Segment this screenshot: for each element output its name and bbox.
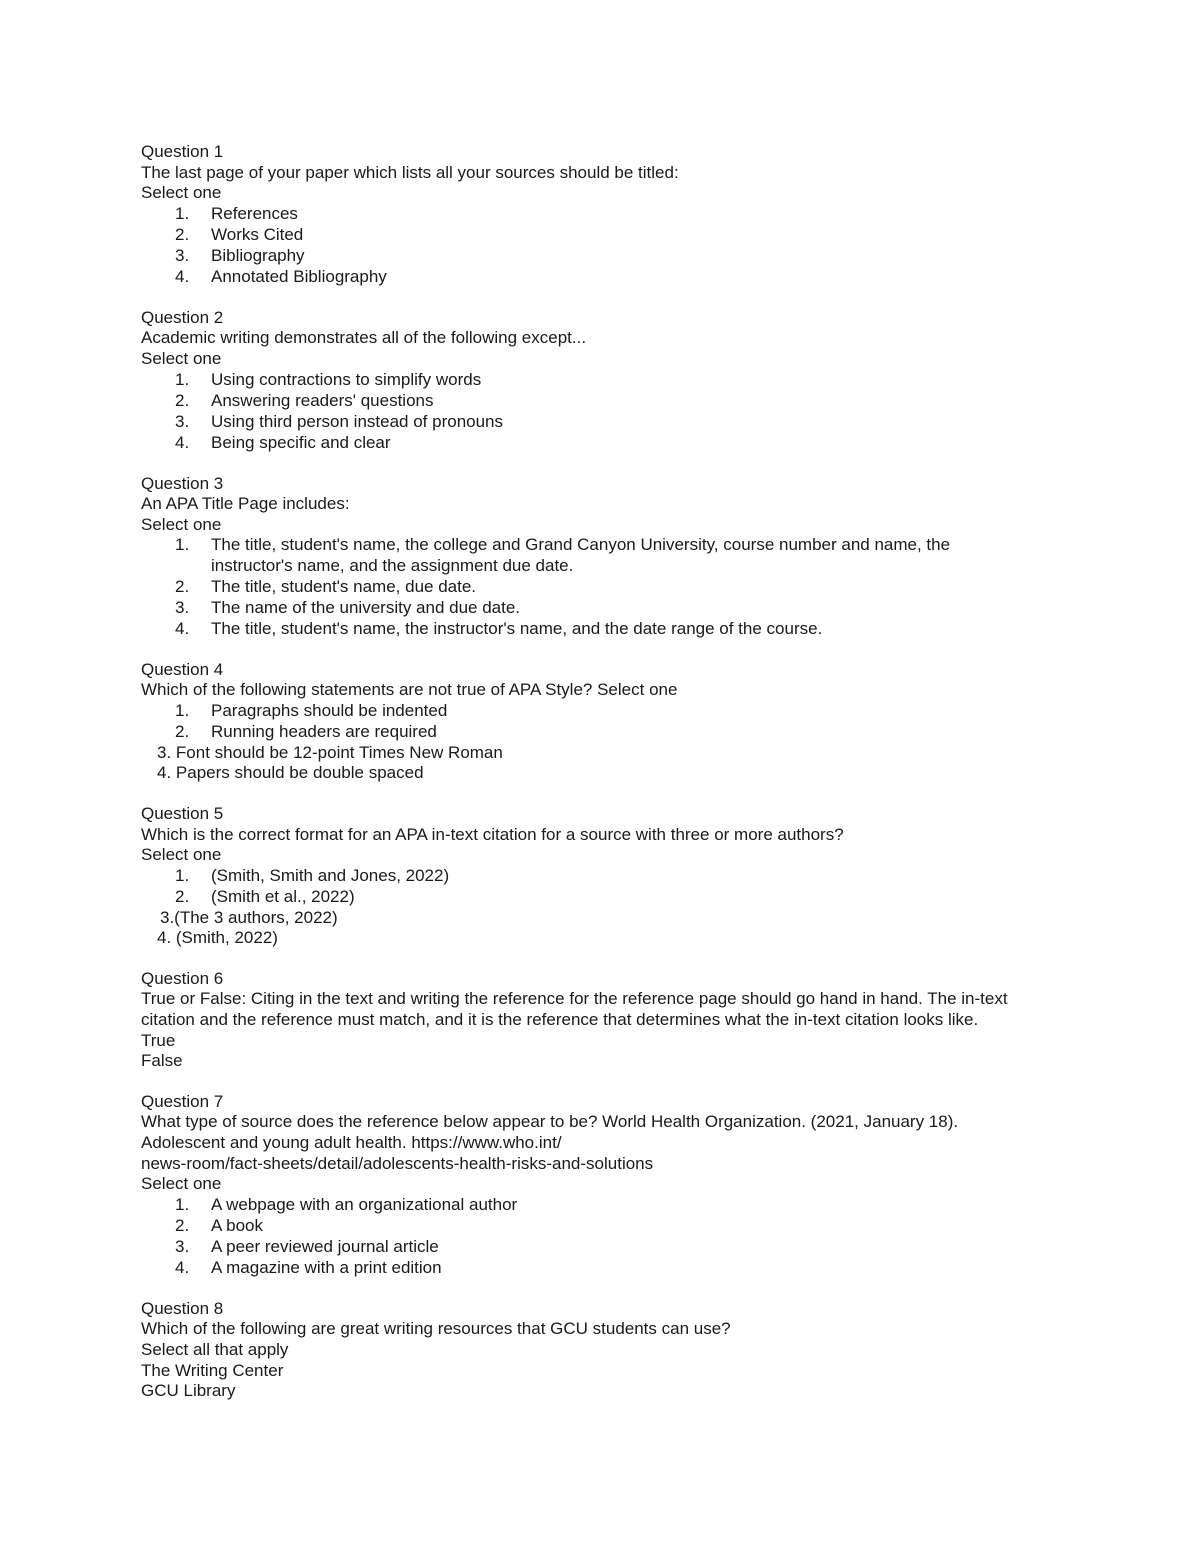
- option-text: Using contractions to simplify words: [211, 369, 482, 389]
- option-text: The title, student's name, due date.: [211, 576, 477, 596]
- option-text: Works Cited: [211, 224, 304, 244]
- option-item: [141, 619, 1061, 640]
- question-title: Question 4: [141, 659, 224, 679]
- option-item: [141, 722, 1061, 743]
- option-number: 4.: [175, 432, 190, 452]
- document-page: [141, 142, 1061, 1422]
- option-item: [141, 577, 1061, 598]
- question-prompt: Which is the correct format for an APA in-text citation for a source with three or more authors?: [141, 824, 844, 844]
- option-number: 4.: [175, 618, 190, 638]
- option-text: Bibliography: [211, 245, 305, 265]
- option-number: 1.: [175, 700, 190, 720]
- option-text: (Smith, Smith and Jones, 2022): [211, 865, 450, 885]
- question-title: Question 8: [141, 1298, 224, 1318]
- question-1: [141, 142, 1061, 288]
- question-title: Question 3: [141, 473, 224, 493]
- option-text: Being specific and clear: [211, 432, 391, 452]
- option-number: 2.: [175, 224, 190, 244]
- question-instruction: Select one: [141, 514, 222, 534]
- option-text: The name of the university and due date.: [211, 597, 521, 617]
- option-text: Answering readers' questions: [211, 390, 434, 410]
- option-item: [141, 701, 1061, 722]
- question-7: [141, 1092, 1061, 1279]
- question-title: Question 5: [141, 803, 224, 823]
- option-text: Paragraphs should be indented: [211, 700, 448, 720]
- option-number: 3.: [175, 597, 190, 617]
- option-item-plain: 4. Papers should be double spaced: [157, 763, 424, 783]
- option-item-plain: 3.(The 3 authors, 2022): [160, 907, 338, 927]
- option-text: Annotated Bibliography: [211, 266, 387, 286]
- option-item: [141, 598, 1061, 619]
- option-number: 1.: [175, 1194, 190, 1214]
- option-item: [141, 887, 1061, 908]
- option-item: [141, 246, 1061, 267]
- option-text: The title, student's name, the instructor's name, and the date range of the course.: [211, 618, 823, 638]
- question-8: [141, 1299, 1061, 1402]
- option-number: 2.: [175, 886, 190, 906]
- option-number: 1.: [175, 535, 190, 555]
- option-text: (Smith et al., 2022): [211, 886, 355, 906]
- question-instruction: Select all that apply: [141, 1340, 289, 1359]
- option-number: 2.: [175, 1215, 190, 1235]
- answer-choice: True: [141, 1030, 176, 1050]
- question-prompt: citation and the reference must match, and it is the reference that determines what the in-text citation looks like.: [141, 1010, 979, 1030]
- question-5: [141, 804, 1061, 949]
- option-text: A peer reviewed journal article: [211, 1236, 439, 1256]
- option-text: A magazine with a print edition: [211, 1257, 442, 1277]
- option-item: [141, 412, 1061, 433]
- question-prompt: Which of the following statements are not true of APA Style? Select one: [141, 680, 678, 700]
- question-instruction: Select one: [141, 348, 222, 368]
- option-number: 1.: [175, 203, 190, 223]
- option-number: 3.: [175, 245, 190, 265]
- question-prompt: The last page of your paper which lists all your sources should be titled:: [141, 162, 679, 182]
- option-item: [141, 1258, 1061, 1279]
- option-item: [141, 267, 1061, 288]
- option-number: 4.: [175, 1257, 190, 1277]
- option-item: [141, 866, 1061, 887]
- option-number: 4.: [175, 266, 190, 286]
- option-item: [141, 1237, 1061, 1258]
- question-instruction: Select one: [141, 1174, 222, 1194]
- option-item: [141, 225, 1061, 246]
- option-number: 2.: [175, 721, 190, 741]
- option-text: Using third person instead of pronouns: [211, 411, 504, 431]
- option-number: 2.: [175, 390, 190, 410]
- option-item: [141, 433, 1061, 454]
- answer-choice: The Writing Center: [141, 1360, 284, 1380]
- option-item: [141, 535, 1011, 576]
- question-3: [141, 474, 1061, 640]
- option-number: 2.: [175, 576, 190, 596]
- question-prompt: An APA Title Page includes:: [141, 494, 350, 514]
- question-title: Question 7: [141, 1091, 224, 1111]
- option-number: 1.: [175, 865, 190, 885]
- option-text: The title, student's name, the college and Grand Canyon University, course number and name, the instructor's name, and the assignment due date.: [211, 535, 951, 575]
- option-text: References: [211, 203, 298, 223]
- question-prompt: news-room/fact-sheets/detail/adolescents-health-risks-and-solutions: [141, 1153, 654, 1173]
- option-text: A book: [211, 1215, 263, 1235]
- option-text: Running headers are required: [211, 721, 437, 741]
- question-4: [141, 660, 1061, 784]
- question-instruction: Select one: [141, 183, 222, 203]
- question-prompt: What type of source does the reference below appear to be? World Health Organization. (2021, January 18).: [141, 1112, 959, 1132]
- option-text: A webpage with an organizational author: [211, 1194, 518, 1214]
- question-prompt: Which of the following are great writing resources that GCU students can use?: [141, 1319, 731, 1339]
- option-number: 3.: [175, 411, 190, 431]
- question-prompt: Adolescent and young adult health. https://www.who.int/: [141, 1133, 562, 1153]
- question-2: [141, 308, 1061, 454]
- option-item-plain: 3. Font should be 12-point Times New Roman: [157, 742, 503, 762]
- question-title: Question 1: [141, 142, 224, 161]
- option-item: [141, 204, 1061, 225]
- option-number: 3.: [175, 1236, 190, 1256]
- question-prompt: True or False: Citing in the text and writing the reference for the reference page should go hand in hand. The in-text: [141, 989, 1008, 1009]
- option-item: [141, 1195, 1061, 1216]
- answer-choice: GCU Library: [141, 1381, 236, 1401]
- question-6: [141, 969, 1061, 1072]
- question-prompt: Academic writing demonstrates all of the following except...: [141, 328, 587, 348]
- answer-choice: False: [141, 1051, 183, 1071]
- question-instruction: Select one: [141, 845, 222, 865]
- option-item: [141, 370, 1061, 391]
- option-item: [141, 391, 1061, 412]
- question-title: Question 2: [141, 307, 224, 327]
- option-item: [141, 1216, 1061, 1237]
- option-number: 1.: [175, 369, 190, 389]
- question-title: Question 6: [141, 968, 224, 988]
- option-item-plain: 4. (Smith, 2022): [157, 928, 278, 948]
